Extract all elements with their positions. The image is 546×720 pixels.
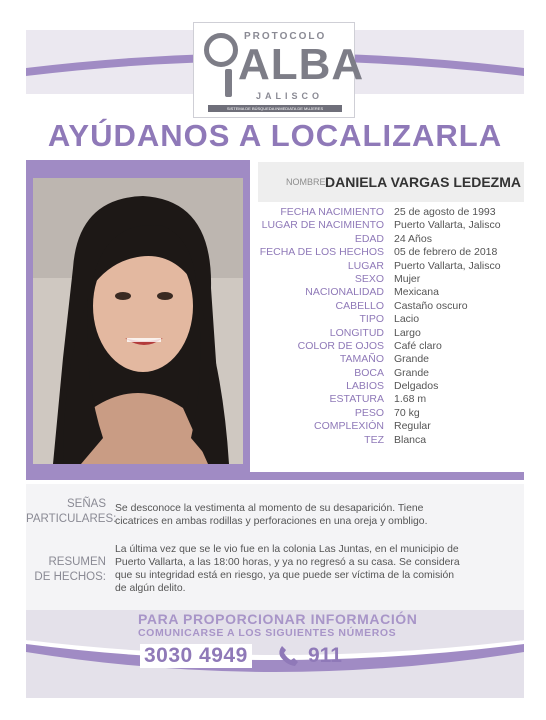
field-value: 25 de agosto de 1993 (394, 206, 496, 218)
magnifier-handle (225, 69, 232, 97)
resumen-label (26, 555, 106, 585)
resumen-label-line: RESUMEN (48, 556, 106, 568)
field-value: 70 kg (394, 406, 420, 419)
field-row (240, 340, 530, 353)
field-value: Regular (394, 420, 431, 433)
field-value: 05 de febrero de 2018 (394, 246, 498, 259)
emergency-number[interactable]: 911 (308, 644, 342, 667)
field-row (240, 206, 530, 219)
field-label: SEXO (354, 272, 384, 285)
field-row (240, 420, 530, 433)
field-row (240, 393, 530, 406)
photo-frame-bottom (26, 472, 524, 480)
field-label: EDAD (354, 232, 384, 245)
phone-number[interactable]: 3030 4949 (140, 644, 252, 668)
field-label: FECHA NACIMIENTO (280, 206, 384, 218)
logo-subtext: SISTEMA DE BÚSQUEDA INMEDIATA DE MUJERES (208, 105, 342, 112)
person-name: DANIELA VARGAS LEDEZMA (325, 174, 521, 190)
field-value: Café claro (394, 339, 442, 352)
name-label: NOMBRE (286, 177, 326, 187)
senas-label (26, 497, 117, 527)
field-row (240, 353, 530, 366)
field-row (240, 246, 530, 259)
logo-bottom-text: JALISCO (256, 91, 324, 101)
field-row (240, 434, 530, 447)
field-label: TAMAÑO (339, 353, 384, 366)
field-value: Castaño oscuro (394, 299, 468, 312)
field-label: ESTATURA (329, 393, 384, 406)
field-row (240, 380, 530, 393)
field-label: CABELLO (335, 299, 384, 312)
field-row (240, 300, 530, 313)
field-row (240, 273, 530, 286)
field-row (240, 367, 530, 380)
contact-line-1: PARA PROPORCIONAR INFORMACIÓN (138, 611, 418, 627)
field-row (240, 407, 530, 420)
contact-line-2: COMUNICARSE A LOS SIGUIENTES NÚMEROS (138, 627, 397, 639)
field-row (240, 233, 530, 246)
senas-label-line: SEÑAS (67, 498, 106, 510)
senas-line: Se desconoce la vestimenta al momento de su desaparición. Tiene (115, 503, 424, 514)
field-label: LABIOS (346, 380, 384, 393)
field-row (240, 260, 530, 273)
resumen-line: de algún delito. (115, 583, 186, 594)
field-label: COMPLEXIÓN (313, 420, 384, 433)
field-row (240, 286, 530, 299)
resumen-label-line: DE HECHOS: (34, 571, 106, 583)
field-value: Delgados (394, 380, 439, 393)
field-value: Largo (394, 326, 421, 339)
field-label: LUGAR DE NACIMIENTO (261, 219, 384, 232)
senas-label-line: PARTICULARES: (26, 513, 117, 525)
field-row (240, 313, 530, 326)
resumen-text (115, 543, 515, 595)
field-label: LONGITUD (329, 326, 384, 339)
phone-icon (276, 644, 300, 673)
headline: AYÚDANOS A LOCALIZARLA (47, 118, 503, 153)
logo-top-text: PROTOCOLO (244, 31, 327, 42)
field-value: Puerto Vallarta, Jalisco (394, 259, 501, 272)
protocolo-alba-logo (193, 22, 365, 118)
field-value: Mujer (394, 272, 421, 285)
contact-stripe (26, 640, 524, 680)
field-row (240, 327, 530, 340)
field-value: Grande (394, 353, 430, 366)
field-label: BOCA (354, 366, 384, 379)
field-value: Lacio (394, 313, 420, 326)
field-label: LUGAR (347, 259, 384, 272)
logo-main-text: ALBA (238, 40, 365, 89)
person-photo (33, 178, 243, 464)
resumen-line: La última vez que se le vio fue en la colonia Las Juntas, en el municipio de (115, 544, 459, 555)
magnifier-icon (204, 33, 238, 67)
field-value: 24 Años (394, 232, 432, 245)
field-value: Puerto Vallarta, Jalisco (394, 219, 501, 232)
field-label: PESO (354, 406, 384, 419)
resumen-line: Puerto Vallarta, a las 18:00 horas, y ya no regresó a su casa. Se considera (115, 557, 460, 568)
resumen-line: que su integridad está en riesgo, ya que puede ser víctima de la comisión (115, 570, 455, 581)
field-row (240, 219, 530, 232)
field-value: Grande (394, 366, 430, 379)
field-label: COLOR DE OJOS (297, 339, 384, 352)
field-label: TIPO (359, 313, 384, 326)
field-label: FECHA DE LOS HECHOS (259, 246, 384, 259)
senas-text (115, 502, 515, 528)
field-label: NACIONALIDAD (305, 286, 384, 299)
field-value: Mexicana (394, 286, 439, 299)
senas-line: cicatrices en ambas rodillas y perforaciones en una oreja y ombligo. (115, 516, 428, 527)
field-value: 1.68 m (394, 393, 427, 406)
field-value: Blanca (394, 433, 427, 446)
field-label: TEZ (364, 433, 384, 446)
person-fields (240, 206, 530, 447)
